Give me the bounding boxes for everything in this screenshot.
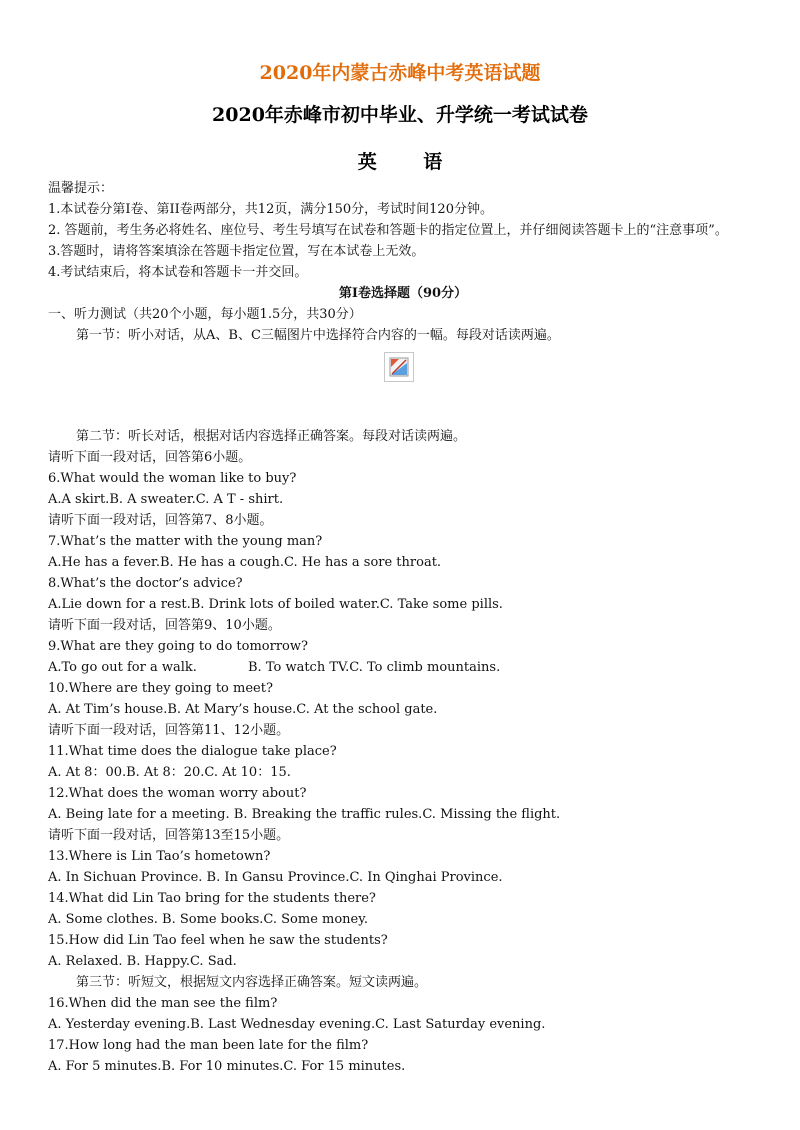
- notice-item: 2. 答题前，考生务必将姓名、座位号、考生号填写在试卷和答题卡的指定位置上，并仔细阅读答题卡上的“注意事项”。: [48, 223, 728, 238]
- question-line: 请听下面一段对话，回答第11、12小题。: [48, 723, 290, 738]
- question-line: 请听下面一段对话，回答第6小题。: [48, 450, 252, 465]
- question-line: 10.Where are they going to meet?: [48, 681, 273, 696]
- subsection-instruction: 第一节：听小对话，从A、B、C三幅图片中选择符合内容的一幅。每段对话读两遍。: [76, 328, 560, 343]
- subject-title: 英 语: [357, 151, 463, 173]
- broken-image-icon: [384, 352, 414, 382]
- notice-item: 1.本试卷分第I卷、第II卷两部分，共12页，满分150分，考试时间120分钟。: [48, 202, 493, 217]
- option-a: A.To go out for a walk.: [48, 660, 197, 675]
- question-line: A.Lie down for a rest.B. Drink lots of boiled water.C. Take some pills.: [48, 597, 503, 612]
- question-line: 13.Where is Lin Tao’s hometown?: [48, 849, 271, 864]
- question-line: A. In Sichuan Province. B. In Gansu Province.C. In Qinghai Province.: [48, 870, 503, 885]
- question-line: A. Relaxed. B. Happy.C. Sad.: [48, 954, 237, 969]
- document-title-orange: 2020年内蒙古赤峰中考英语试题: [259, 62, 541, 84]
- question-line: 12.What does the woman worry about?: [48, 786, 307, 801]
- notice-item: 3.答题时，请将答案填涂在答题卡指定位置，写在本试卷上无效。: [48, 244, 425, 259]
- question-line: 请听下面一段对话，回答第7、8小题。: [48, 513, 273, 528]
- subsection-instruction: 第三节：听短文，根据短文内容选择正确答案。短文读两遍。: [76, 975, 428, 990]
- section-heading: 第I卷选择题（90分）: [338, 286, 468, 301]
- question-line: 8.What’s the doctor’s advice?: [48, 576, 243, 591]
- question-line: 6.What would the woman like to buy?: [48, 471, 297, 486]
- picture-area: [48, 346, 758, 426]
- question-line: 14.What did Lin Tao bring for the students there?: [48, 891, 376, 906]
- question-line: A.He has a fever.B. He has a cough.C. He has a sore throat.: [48, 555, 442, 570]
- question-line: 17.How long had the man been late for the film?: [48, 1038, 369, 1053]
- subsection-instruction: 第二节：听长对话，根据对话内容选择正确答案。每段对话读两遍。: [76, 429, 467, 444]
- question-line: 9.What are they going to do tomorrow?: [48, 639, 308, 654]
- option-bc: B. To watch TV.C. To climb mountains.: [248, 660, 501, 675]
- question-options: [48, 657, 758, 678]
- exam-title: 2020年赤峰市初中毕业、升学统一考试试卷: [212, 104, 588, 126]
- question-line: A. Some clothes. B. Some books.C. Some money.: [48, 912, 368, 927]
- question-line: 请听下面一段对话，回答第9、10小题。: [48, 618, 281, 633]
- question-line: A. At 8：00.B. At 8：20.C. At 10：15.: [48, 765, 291, 780]
- notice-heading: 温馨提示：: [48, 181, 114, 196]
- question-line: A. Yesterday evening.B. Last Wednesday evening.C. Last Saturday evening.: [48, 1017, 546, 1032]
- part-heading: 一、听力测试（共20个小题，每小题1.5分，共30分）: [48, 307, 362, 322]
- question-line: 16.When did the man see the film?: [48, 996, 278, 1011]
- question-line: 请听下面一段对话，回答第13至15小题。: [48, 828, 290, 843]
- question-line: A. For 5 minutes.B. For 10 minutes.C. For 15 minutes.: [48, 1059, 406, 1074]
- question-line: 11.What time does the dialogue take place?: [48, 744, 337, 759]
- question-line: A. Being late for a meeting. B. Breaking the traffic rules.C. Missing the flight.: [48, 807, 561, 822]
- exam-body: [48, 178, 758, 1077]
- question-line: A. At Tim’s house.B. At Mary’s house.C. At the school gate.: [48, 702, 438, 717]
- question-line: A.A skirt.B. A sweater.C. A T - shirt.: [48, 492, 284, 507]
- question-line: 15.How did Lin Tao feel when he saw the students?: [48, 933, 388, 948]
- notice-item: 4.考试结束后，将本试卷和答题卡一并交回。: [48, 265, 308, 280]
- question-line: 7.What’s the matter with the young man?: [48, 534, 323, 549]
